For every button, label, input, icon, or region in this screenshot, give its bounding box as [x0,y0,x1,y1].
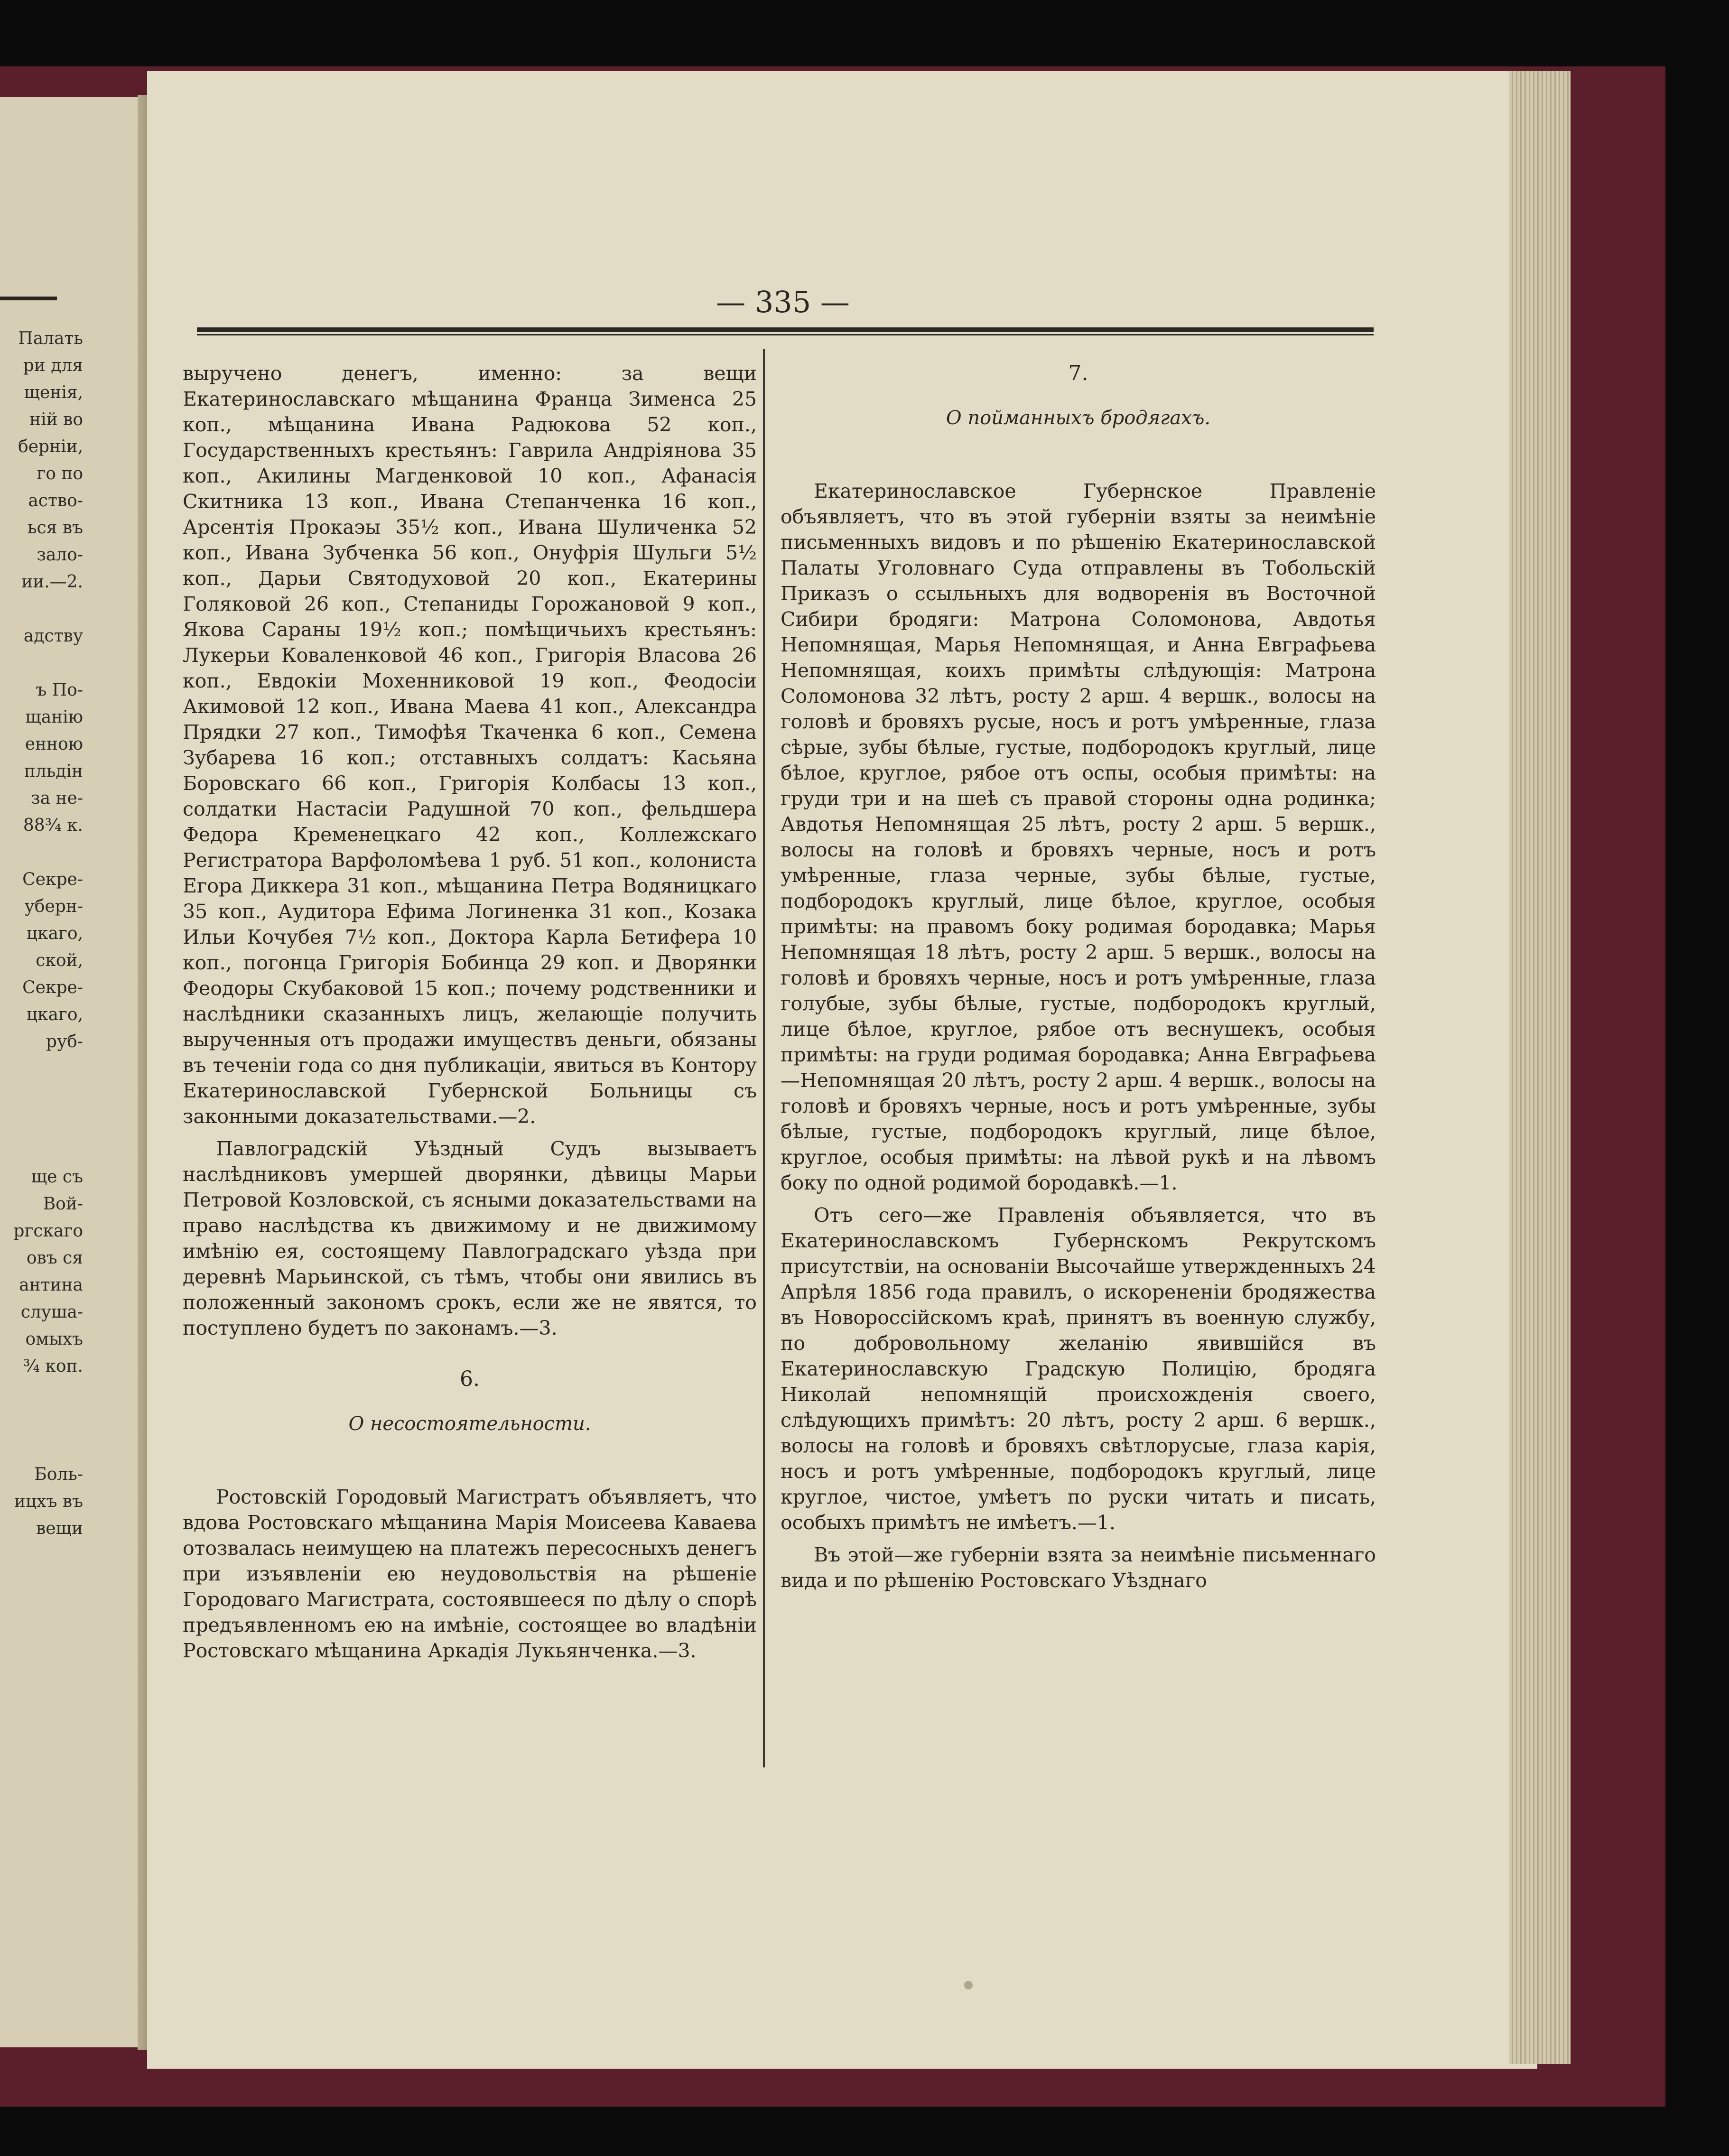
left-page-fragment: антина [19,1275,83,1295]
left-page-fragment: цкаго, [26,1005,83,1024]
left-page-rule [0,297,57,300]
left-page-fragment: ри для [23,356,83,375]
left-page-fragment: руб- [46,1032,83,1051]
left-page-fragment: енною [25,734,83,754]
paragraph-vagrants: Екатеринославское Губернское Правленіе объявляетъ, что въ этой губерніи взяты за неимѣніе письменныхъ видовъ и по рѣшенію Екатеринославской Палаты Уголовнаго Суда отправлены въ Тобольскій Приказъ о ссыльныхъ для водворенія въ Восточной Сибири бродяги: Матрона Соломонова, Авдотья Непомнящая, Марья Непомнящая, и Анна Евграфьева Непомнящая, коихъ примѣты слѣдующія: Матрона Соломонова 32 лѣтъ, росту 2 арш. 4 вершк., волосы на головѣ и бровяхъ русые, носъ и ротъ умѣренные, глаза сѣрые, зубы бѣлые, густые, подбородокъ круглый, лице бѣлое, круглое, рябое отъ оспы, особыя примѣты: на груди три и на шеѣ съ правой стороны одна родинка; Авдотья Непомнящая 25 лѣтъ, росту 2 арш. 5 вершк., волосы на головѣ и бровяхъ черные, носъ и ротъ умѣренные, глаза черные, зубы бѣлые, густые, подбородокъ круглый, лице бѣлое, круглое, особыя примѣты: на правомъ боку родимая бородавка; Марья Непомнящая 18 лѣтъ, росту 2 арш. 5 вершк., волосы на головѣ и бровяхъ черные, носъ и ротъ умѣренные, глаза голубые, зубы бѣлые, густые, подбородокъ круглый, лице бѣлое, круглое, рябое отъ веснушекъ, особыя примѣты: на груди родимая бородавка; Анна Евграфьева—Непомнящая 20 лѣтъ, росту 2 арш. 4 вершк., волосы на головѣ и бровяхъ черные, носъ и ротъ умѣренные, зубы бѣлые, густые, подбородокъ круглый, лице бѣлое, круглое, особыя примѣты: на лѣвой рукѣ и на лѣвомъ боку по одной родимой бородавкѣ.—1. [781,480,1376,1194]
left-page-fragment: Палать [18,329,83,348]
left-page-fragment: ской, [36,951,83,970]
left-page-fragment: аство- [28,491,83,511]
left-page-fragment: ъ По- [36,680,83,700]
paragraph-insolvency: Ростовскій Городовый Магистратъ объявляетъ, что вдова Ростовскаго мѣщанина Марія Моисеева Каваева отозвалась неимущею на платежъ пересосныхъ денегъ при изъявленіи ею неудовольствія на рѣшеніе Городоваго Магистрата, состоявшееся по дѣлу о спорѣ предъявленномъ ею на имѣніе, состоящее во владѣніи Ростовскаго мѣщанина Аркадія Лукьянченка.—3. [183,1486,757,1662]
section-7-number: 7. [1068,361,1088,385]
paragraph-pavlograd-court: Павлоградскій Уѣздный Судъ вызываетъ наслѣдниковъ умершей дворянки, дѣвицы Марьи Петровой Козловской, съ ясными доказательствами на право наслѣдства къ движимому и не движимому имѣнію ея, состоящему Павлоградскаго уѣзда при деревнѣ Марьинской, съ тѣмъ, чтобы они явились въ положенный закономъ срокъ, если же не явятся, то поступлено будетъ по законамъ.—3. [183,1137,757,1339]
left-page-fragment: за не- [30,789,83,808]
paragraph-continued: Въ этой—же губерніи взята за неимѣніе письменнаго вида и по рѣшенію Ростовскаго Уѣзднаго [781,1543,1376,1592]
left-page-fragment: ¾ коп. [23,1357,83,1376]
left-page-fragment: цкаго, [26,924,83,943]
left-page-fragment: Секре- [22,870,83,889]
left-page-fragment: ься въ [27,518,83,538]
left-page-fragment: пльдін [24,762,83,781]
paper-spot [964,1981,973,1989]
left-page-fragment: адству [23,626,83,646]
left-page-fragment: го по [37,464,83,483]
left-page-fragment: ще съ [31,1167,83,1187]
left-page-fragment: ицхъ въ [14,1492,83,1511]
left-page-fragment: Секре- [22,978,83,997]
right-column [781,361,1376,1600]
left-page-fragment: 88¾ к. [23,816,83,835]
left-column [183,361,757,1670]
left-page [0,97,152,2047]
page-edges [1509,71,1571,2064]
left-page-fragment: зало- [37,545,83,565]
header-rule [197,327,1374,332]
left-page-fragment: берніи, [18,437,83,456]
left-page-fragment: ргскаго [13,1221,83,1241]
column-divider [763,349,765,1767]
left-page-fragment: слуша- [20,1302,83,1322]
header-rule-thin [197,334,1374,335]
left-page-fragment: ній во [29,410,83,429]
left-page-fragment: овъ ся [26,1248,83,1268]
paragraph-sale-proceeds: выручено денегъ, именно: за вещи Екатеринославскаго мѣщанина Франца Зименса 25 коп., мѣщанина Ивана Радюкова 52 коп., Государственныхъ крестьянъ: Гаврила Андріянова 35 коп., Акилины Магденковой 10 коп., Афанасія Скитника 13 коп., Ивана Степанченка 16 коп., Арсентія Прокаэы 35½ коп., Ивана Шуличенка 52 коп., Ивана Зубченка 56 коп., Онуфрія Шульги 5½ коп., Дарьи Святодуховой 20 коп., Екатерины Голяковой 26 коп., Степаниды Горожановой 9 коп., Якова Сараны 19½ коп.; помѣщичьихъ крестьянъ: Лукерьи Коваленковой 46 коп., Григорія Власова 26 коп., Евдокіи Мохенниковой 19 коп., Феодосіи Акимовой 12 коп., Ивана Маева 41 коп., Александра Прядки 27 коп., Тимофѣя Ткаченка 6 коп., Семена Зубарева 16 коп.; отставныхъ солдатъ: Касьяна Боровскаго 66 коп., Григорія Колбасы 13 коп., солдатки Настасіи Радушной 70 коп., фельдшера Федора Кременецкаго 42 коп., Коллежскаго Регистратора Варфоломѣева 1 руб. 51 коп., колониста Егора Диккера 31 коп., мѣщанина Петра Водяницкаго 35 коп., Аудитора Ефима Логиненка 31 коп., Козака Ильи Кочубея 7½ коп., Доктора Карла Бетифера 10 коп., погонца Григорія Бобинца 29 коп. и Дворянки Феодоры Скубаковой 15 коп.; почему родственники и наслѣдники сказанныхъ лицъ, желающіе получить вырученныя отъ продажи имуществъ деньги, обязаны въ теченіи года со дня публикаціи, явиться въ Контору Екатеринославской Губернской Больницы съ законными доказательствами.—2. [183,362,757,1128]
section-6-number: 6. [460,1367,480,1391]
section-7-title: О пойманныхъ бродягахъ. [946,407,1211,429]
section-6-title: О несостоятельности. [348,1413,591,1435]
left-page-fragment: вещи [36,1519,83,1538]
page-number: — 335 — [716,285,850,319]
left-page-fragment: омыхъ [25,1329,83,1349]
left-page-fragment: уберн- [24,897,83,916]
left-page-fragment: щенія, [24,383,83,402]
left-page-fragment: Вой- [43,1194,83,1214]
left-page-fragment: щанію [25,707,83,727]
left-page-fragment: Боль- [34,1465,83,1484]
paragraph-recruit: Отъ сего—же Правленія объявляется, что въ Екатеринославскомъ Губернскомъ Рекрутскомъ присутствіи, на основаніи Высочайше утвержденныхъ 24 Апрѣля 1856 года правилъ, о искорененіи бродяжества въ Новороссійскомъ краѣ, принятъ въ военную службу, по добровольному желанію явившійся въ Екатеринославскую Градскую Полицію, бродяга Николай непомнящій происхожденія своего, слѣдующихъ примѣтъ: 20 лѣтъ, росту 2 арш. 6 вершк., волосы на головѣ и бровяхъ свѣтлорусые, глаза карія, носъ и ротъ умѣренные, подбородокъ круглый, лице круглое, чистое, умѣетъ по руски читать и писать, особыхъ примѣтъ не имѣетъ.—1. [781,1204,1376,1534]
left-page-fragment: ии.—2. [21,572,83,592]
